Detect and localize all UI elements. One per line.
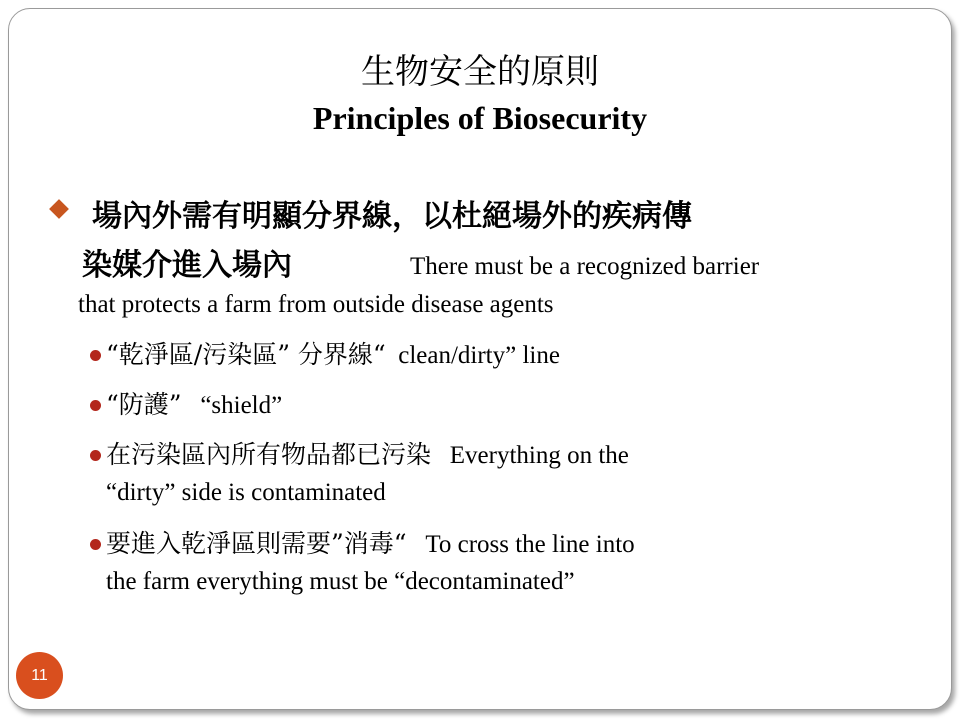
main-point-english-line-2: that protects a farm from outside disease agents: [78, 291, 554, 318]
sub-point-decontamination: [106, 527, 635, 562]
sub-point-english: To cross the line into: [425, 531, 635, 558]
slide-title-chinese: 生物安全的原則: [361, 52, 599, 92]
sub-point-chinese: “防護”: [106, 390, 182, 419]
slide-title-english: Principles of Biosecurity: [312, 100, 648, 136]
main-point-chinese-line-2: 染媒介進入場內: [82, 248, 292, 283]
sub-point-english: “shield”: [200, 392, 283, 419]
main-point-chinese-line-1: 場內外需有明顯分界線，以杜絕場外的疾病傳: [92, 199, 692, 234]
sub-point-english: clean/dirty” line: [398, 342, 560, 369]
sub-point-chinese: “乾淨區/污染區” 分界線“: [106, 340, 386, 369]
sub-point-shield: [106, 388, 282, 423]
dot-bullet-icon: [90, 539, 101, 550]
dot-bullet-icon: [90, 400, 101, 411]
sub-point-clean-dirty-line: [106, 338, 560, 373]
page-number-badge: 11: [16, 652, 63, 699]
sub-point-english: Everything on the: [449, 442, 629, 469]
dot-bullet-icon: [90, 350, 101, 361]
dot-bullet-icon: [90, 450, 101, 461]
sub-point-chinese: 要進入乾淨區則需要”消毒“: [106, 529, 407, 558]
sub-point-chinese: 在污染區內所有物品都已污染: [106, 440, 432, 469]
main-point-english-line-1: There must be a recognized barrier: [410, 253, 760, 280]
sub-point-english-continuation: the farm everything must be “decontaminated”: [106, 568, 575, 595]
sub-point-dirty-side: [106, 438, 629, 473]
sub-point-english-continuation: “dirty” side is contaminated: [106, 479, 386, 506]
